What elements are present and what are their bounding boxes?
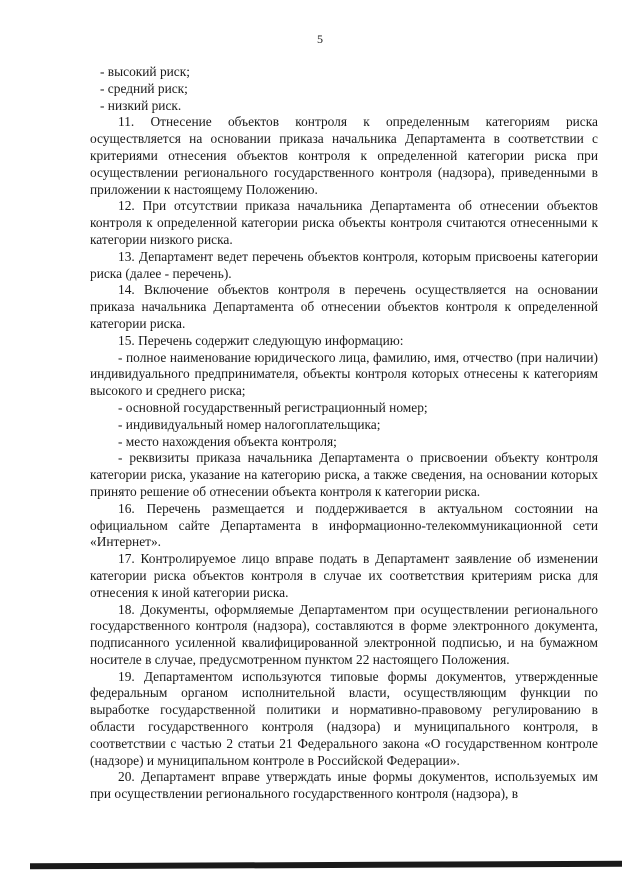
list-item: - реквизиты приказа начальника Департамента о присвоении объекту контроля категории риска, указание на категорию риска, а также сведения, на основании которых принято решение об отнесении объекта контроля к категории риска. <box>90 450 598 499</box>
page-number: 5 <box>317 32 323 46</box>
paragraph-12: 12. При отсутствии приказа начальника Департамента об отнесении объектов контроля к определенной категории риска объекты контроля считаются отнесенными к категории низкого риска. <box>90 198 598 247</box>
paragraph-15: 15. Перечень содержит следующую информацию: <box>118 332 404 348</box>
page-content <box>90 64 598 803</box>
paragraph-11: 11. Отнесение объектов контроля к определенным категориям риска осуществляется на основании приказа начальника Департамента в соответствии с критериями отнесения объектов контроля к определенной категории риска при осуществлении регионального государственного контроля (надзора), приведенными в приложении к настоящему Положению. <box>90 114 598 197</box>
list-item: - полное наименование юридического лица, фамилию, имя, отчество (при наличии) индивидуального предпринимателя, объекты контроля которых отнесены к категориям высокого и среднего риска; <box>90 349 598 399</box>
list-item: - место нахождения объекта контроля; <box>118 433 337 449</box>
list-item: - индивидуальный номер налогоплательщика; <box>118 416 381 432</box>
paragraph-18: 18. Документы, оформляемые Департаментом при осуществлении регионального государственного контроля (надзора), составляются в форме электронного документа, подписанного усиленной квалифицированной электронной подписью, и на бумажном носителе в случае, предусмотренном пунктом 22 настоящего Положения. <box>90 601 598 667</box>
paragraph-17: 17. Контролируемое лицо вправе подать в Департамент заявление об изменении категории риска объектов контроля в случае их соответствия критериям риска для отнесения к иной категории риска. <box>90 551 598 600</box>
list-item: - низкий риск. <box>100 97 182 113</box>
paragraph-13: 13. Департамент ведет перечень объектов контроля, которым присвоены категории риска (далее - перечень). <box>90 248 598 281</box>
paragraph-20: 20. Департамент вправе утверждать иные формы документов, используемых им при осуществлении регионального государственного контроля (надзора), в <box>90 769 598 802</box>
paragraph-19: 19. Департаментом используются типовые формы документов, утвержденные федеральным органом исполнительной власти, осуществляющим функции по выработке государственной политики и нормативно-правовому регулированию в области государственного контроля (надзора) и муниципального контроля, в соответствии с частью 2 статьи 21 Федерального закона «О государственном контроле (надзоре) и муниципальном контроле в Российской Федерации». <box>90 668 598 768</box>
paragraph-14: 14. Включение объектов контроля в перечень осуществляется на основании приказа начальника Департамента об отнесении объектов контроля к определенной категории риска. <box>90 282 598 331</box>
list-item: - высокий риск; <box>100 64 190 79</box>
list-item: - основной государственный регистрационный номер; <box>118 399 428 415</box>
scan-edge-bar <box>30 861 622 870</box>
paragraph-16: 16. Перечень размещается и поддерживается в актуальном состоянии на официальном сайте Департамента в информационно-телекоммуникационной сети «Интернет». <box>90 500 598 550</box>
list-item: - средний риск; <box>100 80 188 96</box>
